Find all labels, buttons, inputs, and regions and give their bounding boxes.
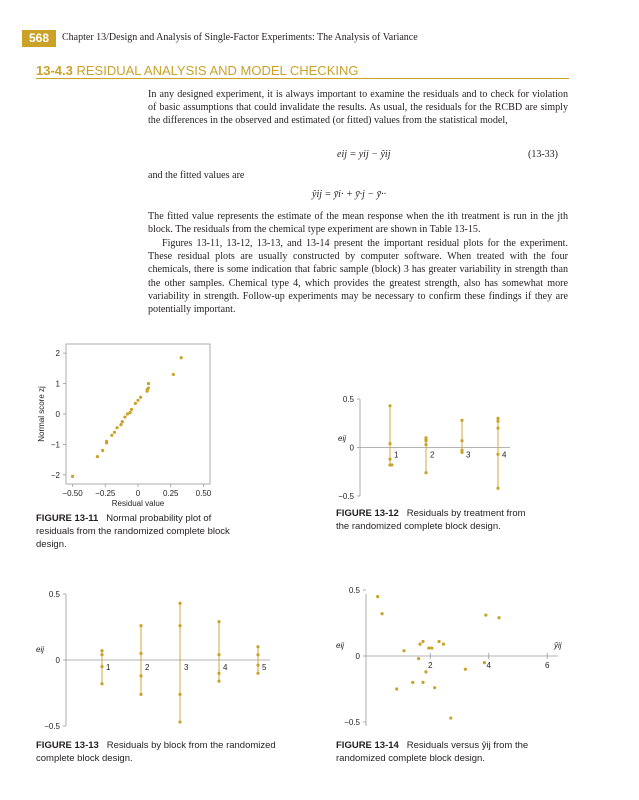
caption-figure-13-11 — [36, 512, 236, 551]
data-point — [442, 643, 445, 646]
x-tick-label: 4 — [223, 663, 228, 672]
data-point — [496, 487, 499, 490]
data-point — [123, 415, 126, 418]
y-axis-label: Normal score zj — [37, 386, 46, 442]
data-point — [96, 455, 99, 458]
running-head: Chapter 13/Design and Analysis of Single-Factor Experiments: The Analysis of Variance — [62, 32, 418, 43]
y-tick-label: −2 — [50, 470, 60, 480]
y-axis-label: eij — [338, 434, 347, 443]
x-axis-label: Residual value — [111, 499, 165, 508]
data-point — [390, 463, 393, 466]
data-point — [388, 404, 391, 407]
data-point — [119, 423, 122, 426]
data-point — [417, 657, 420, 660]
figure-13-12-residuals-by-treatment — [330, 385, 520, 505]
data-point — [100, 665, 103, 668]
caption-label: FIGURE 13-13 — [36, 740, 99, 751]
data-point — [130, 408, 133, 411]
caption-text: Residuals by treatment from the randomized complete block design. — [336, 508, 526, 532]
data-point — [100, 682, 103, 685]
caption-figure-13-12 — [336, 507, 536, 533]
x-tick-label: 4 — [486, 661, 491, 670]
data-point — [178, 602, 181, 605]
data-point — [402, 649, 405, 652]
data-point — [180, 356, 183, 359]
paragraph-figures: Figures 13-11, 13-12, 13-13, and 13-14 present the important residual plots for the experiment. These residual plots are usually constructed by computer software. When treated with the four chemicals, there is some indication that fabric sample (block) 3 has greater variability in strength than the other samples. Chemical type 4, which provides the greatest strength, also has somewhat more variability in strength. Follow-up experiments may be necessary to confirm these findings if they are potentially important. — [148, 238, 568, 316]
data-point — [496, 427, 499, 430]
data-point — [147, 382, 150, 385]
x-tick-label: 3 — [184, 663, 189, 672]
data-point — [115, 426, 118, 429]
figure-13-11-normal-plot — [30, 340, 220, 510]
data-point — [256, 664, 259, 667]
data-point — [388, 458, 391, 461]
plot-frame — [66, 344, 210, 484]
y-tick-label: 0 — [55, 410, 60, 419]
section-number: 13-4.3 — [36, 63, 73, 78]
caption-text: Residuals versus ŷij from the randomized complete block design. — [336, 740, 529, 764]
data-point — [424, 471, 427, 474]
data-point — [464, 668, 467, 671]
plot-frame — [66, 594, 270, 726]
x-tick-label: 2 — [145, 663, 150, 672]
y-tick-label: 0.5 — [348, 586, 360, 595]
caption-label: FIGURE 13-11 — [36, 513, 99, 524]
data-point — [139, 624, 142, 627]
caption-label: FIGURE 13-14 — [336, 740, 399, 751]
x-tick-label: 0 — [135, 489, 141, 498]
y-tick-label: 0.5 — [48, 590, 60, 599]
data-point — [497, 616, 500, 619]
equation-fitted: ŷij = ȳi· + ȳ·j − ȳ·· — [312, 189, 387, 200]
figure-13-14-residuals-vs-fitted — [330, 582, 580, 732]
page-header — [22, 30, 622, 48]
data-point — [411, 681, 414, 684]
data-point — [484, 613, 487, 616]
data-point — [460, 419, 463, 422]
data-point — [134, 402, 137, 405]
x-axis-label: ŷij — [554, 641, 562, 650]
x-tick-label: 1 — [106, 663, 111, 672]
data-point — [105, 440, 108, 443]
data-point — [418, 643, 421, 646]
data-point — [496, 417, 499, 420]
data-point — [256, 653, 259, 656]
plot-frame — [366, 594, 558, 726]
data-point — [217, 680, 220, 683]
data-point — [217, 620, 220, 623]
data-point — [460, 439, 463, 442]
x-tick-label: 4 — [502, 450, 507, 460]
data-point — [100, 649, 103, 652]
data-point — [433, 686, 436, 689]
paragraph-fitted: and the fitted values are — [148, 170, 245, 181]
figure-13-13-residuals-by-block — [30, 582, 280, 732]
data-point — [113, 431, 116, 434]
data-point — [380, 612, 383, 615]
x-tick-label: 2 — [428, 661, 433, 670]
data-point — [178, 693, 181, 696]
paragraph-fitted-value: The fitted value represents the estimate of the mean response when the ith treatment is run in the jth block. The residuals from the chemical type experiment are shown in Table 13-15. — [148, 211, 568, 236]
data-point — [256, 672, 259, 675]
y-tick-label: 0 — [355, 652, 360, 661]
data-point — [496, 420, 499, 423]
y-axis-label: eij — [336, 641, 345, 650]
x-tick-label: 6 — [545, 661, 550, 670]
x-tick-label: 2 — [430, 450, 435, 460]
data-point — [421, 681, 424, 684]
data-point — [121, 420, 124, 423]
y-tick-label: 0 — [349, 443, 354, 453]
data-point — [460, 451, 463, 454]
y-tick-label: −1 — [50, 440, 60, 450]
x-tick-label: −0.50 — [62, 489, 83, 498]
section-title: RESIDUAL ANALYSIS AND MODEL CHECKING — [76, 63, 359, 78]
x-tick-label: 5 — [262, 663, 267, 672]
y-tick-label: −0.5 — [44, 722, 60, 731]
equation-number: (13-33) — [528, 149, 558, 160]
data-point — [129, 411, 132, 414]
data-point — [449, 716, 452, 719]
y-tick-label: 2 — [55, 349, 60, 359]
data-point — [101, 449, 104, 452]
data-point — [139, 693, 142, 696]
caption-text: Residuals by block from the randomized complete block design. — [36, 740, 276, 764]
data-point — [424, 670, 427, 673]
paragraph-intro: In any designed experiment, it is always important to examine the residuals and to check for violation of basic assumptions that could invalidate the results. As usual, the residuals for the RCBD are simply the differences in the observed and estimated (or fitted) values from the statistical model, — [148, 89, 568, 127]
x-tick-label: 3 — [466, 450, 471, 460]
y-tick-label: 1 — [55, 379, 60, 389]
data-point — [139, 674, 142, 677]
data-point — [217, 653, 220, 656]
x-tick-label: 0.50 — [195, 489, 212, 498]
caption-label: FIGURE 13-12 — [336, 508, 399, 519]
data-point — [139, 396, 142, 399]
x-tick-label: 0.25 — [162, 489, 179, 498]
data-point — [424, 443, 427, 446]
data-point — [136, 399, 139, 402]
data-point — [496, 453, 499, 456]
y-tick-label: 0.5 — [342, 395, 354, 404]
data-point — [178, 624, 181, 627]
data-point — [217, 672, 220, 675]
data-point — [395, 687, 398, 690]
section-heading — [36, 63, 358, 78]
x-tick-label: 1 — [394, 450, 399, 460]
data-point — [256, 645, 259, 648]
data-point — [421, 640, 424, 643]
equation-residual: eij = yij − ŷij — [337, 149, 391, 160]
data-point — [139, 652, 142, 655]
x-tick-label: −0.25 — [95, 489, 116, 498]
data-point — [172, 373, 175, 376]
data-point — [178, 720, 181, 723]
data-point — [388, 442, 391, 445]
y-tick-label: −0.5 — [344, 718, 360, 727]
data-point — [424, 439, 427, 442]
data-point — [376, 595, 379, 598]
data-point — [71, 475, 74, 478]
data-point — [110, 434, 113, 437]
data-point — [427, 646, 430, 649]
data-point — [100, 653, 103, 656]
caption-text: Normal probability plot of residuals from the randomized complete block design. — [36, 513, 230, 550]
y-axis-label: eij — [36, 645, 45, 654]
caption-figure-13-13 — [36, 739, 306, 765]
data-point — [430, 646, 433, 649]
data-point — [147, 387, 150, 390]
section-rule — [36, 78, 569, 79]
plot-frame — [360, 399, 510, 496]
data-point — [437, 640, 440, 643]
page-number: 568 — [22, 30, 56, 47]
caption-figure-13-14 — [336, 739, 566, 765]
y-tick-label: −0.5 — [338, 492, 354, 501]
y-tick-label: 0 — [55, 656, 60, 665]
data-point — [483, 661, 486, 664]
